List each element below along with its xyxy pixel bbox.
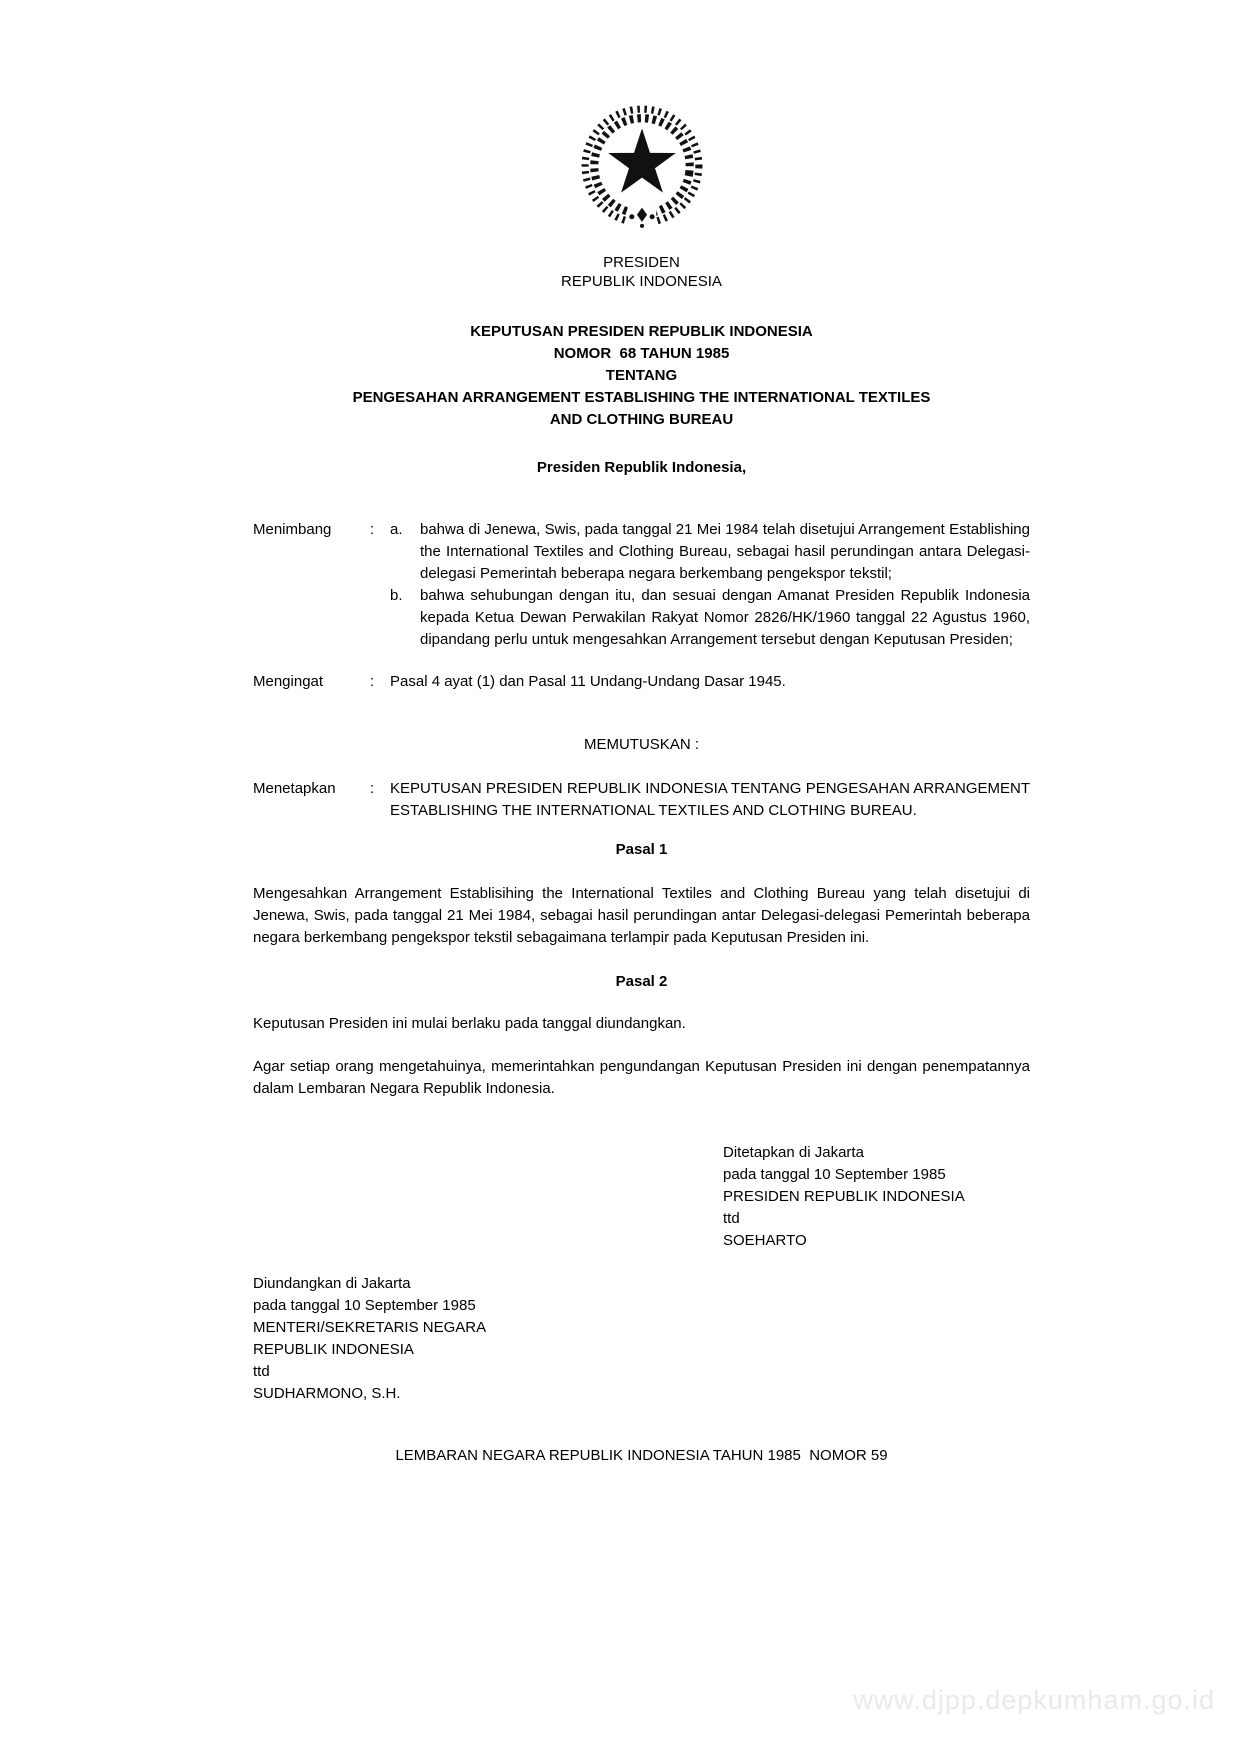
title-line-4: PENGESAHAN ARRANGEMENT ESTABLISHING THE INTERNATIONAL TEXTILES (352, 389, 931, 406)
sig-right-name: SOEHARTO (723, 1232, 807, 1249)
salutation: Presiden Republik Indonesia, (536, 459, 747, 476)
sig-right-ttd: ttd (723, 1210, 740, 1227)
title-line-5: AND CLOTHING BUREAU (549, 411, 734, 428)
article-2-paragraph-1: Keputusan Presiden ini mulai berlaku pada tanggal diundangkan. (253, 1015, 686, 1032)
clause-mengingat-text: Pasal 4 ayat (1) dan Pasal 11 Undang-Undang Dasar 1945. (390, 673, 786, 690)
consideration-item (390, 519, 1030, 585)
sig-right-place: Ditetapkan di Jakarta (723, 1144, 864, 1161)
clause-menetapkan-colon: : (370, 780, 375, 797)
org-line-republik-indonesia: REPUBLIK INDONESIA (561, 273, 722, 290)
decree-document (253, 0, 1030, 1467)
clause-mengingat-colon: : (370, 673, 375, 690)
signature-block-president (723, 1142, 1030, 1252)
title-line-2-nomor: NOMOR 68 TAHUN 1985 (553, 345, 730, 362)
sig-left-office-1: MENTERI/SEKRETARIS NEGARA (253, 1319, 487, 1336)
clause-menetapkan (253, 778, 1030, 822)
consideration-item-marker: a. (390, 521, 403, 538)
sig-right-date: pada tanggal 10 September 1985 (723, 1166, 946, 1183)
org-line-presiden: PRESIDEN (603, 254, 680, 271)
decree-title (253, 321, 1030, 431)
star-wreath-emblem-icon (574, 103, 710, 233)
consideration-item-text: bahwa sehubungan dengan itu, dan sesuai dengan Amanat Presiden Republik Indonesia kepada Ketua Dewan Perwakilan Rakyat Nomor 2826/HK/1960 tanggal 22 Agustus 1960, dipandang perlu untuk mengesahkan Arrangement tersebut dengan Keputusan Presiden; (420, 587, 1030, 648)
clause-menimbang (253, 519, 1030, 651)
clause-menimbang-content (390, 519, 1030, 651)
title-line-1: KEPUTUSAN PRESIDEN REPUBLIK INDONESIA (470, 323, 813, 340)
clause-menimbang-colon: : (370, 521, 375, 538)
title-line-3-tentang: TENTANG (605, 367, 678, 384)
clause-menetapkan-label: Menetapkan (253, 780, 336, 797)
sig-left-place: Diundangkan di Jakarta (253, 1275, 411, 1292)
sig-left-office-2: REPUBLIK INDONESIA (253, 1341, 414, 1358)
state-gazette-line: LEMBARAN NEGARA REPUBLIK INDONESIA TAHUN 1985 NOMOR 59 (395, 1447, 888, 1464)
sig-left-name: SUDHARMONO, S.H. (253, 1385, 401, 1402)
emblem (253, 103, 1030, 233)
consideration-item (390, 585, 1030, 651)
consideration-item-marker: b. (390, 587, 403, 604)
decision-heading: MEMUTUSKAN : (583, 736, 699, 753)
article-2-heading: Pasal 2 (615, 973, 668, 990)
article-1-paragraph: Mengesahkan Arrangement Establisihing the International Textiles and Clothing Bureau yang telah disetujui di Jenewa, Swis, pada tanggal 21 Mei 1984, sebagai hasil perundingan antar Delegasi-delegasi Pemerintah beberapa negara berkembang pengekspor tekstil sebagaimana terlampir pada Keputusan Presiden ini. (253, 885, 1030, 946)
sig-right-office: PRESIDEN REPUBLIK INDONESIA (723, 1188, 965, 1205)
org-header (253, 253, 1030, 291)
consideration-item-text: bahwa di Jenewa, Swis, pada tanggal 21 Mei 1984 telah disetujui Arrangement Establishing the International Textiles and Clothing Bureau, sebagai hasil perundingan antara Delegasi-delegasi Pemerintah beberapa negara berkembang pengekspor tekstil; (420, 521, 1030, 582)
clause-mengingat (253, 671, 1030, 693)
sig-left-date: pada tanggal 10 September 1985 (253, 1297, 476, 1314)
clause-mengingat-label: Mengingat (253, 673, 324, 690)
sig-left-ttd: ttd (253, 1363, 270, 1380)
article-2-paragraph-2: Agar setiap orang mengetahuinya, memerintahkan pengundangan Keputusan Presiden ini dengan penempatannya dalam Lembaran Negara Republik Indonesia. (253, 1058, 1030, 1097)
article-1-heading: Pasal 1 (615, 841, 668, 858)
signature-block-minister (253, 1273, 1030, 1405)
watermark-url: www.djpp.depkumham.go.id (853, 1685, 1215, 1715)
clause-menimbang-label: Menimbang (253, 521, 332, 538)
clause-menetapkan-text: KEPUTUSAN PRESIDEN REPUBLIK INDONESIA TENTANG PENGESAHAN ARRANGEMENT ESTABLISHING THE INTERNATIONAL TEXTILES AND CLOTHING BUREAU. (390, 780, 1030, 819)
